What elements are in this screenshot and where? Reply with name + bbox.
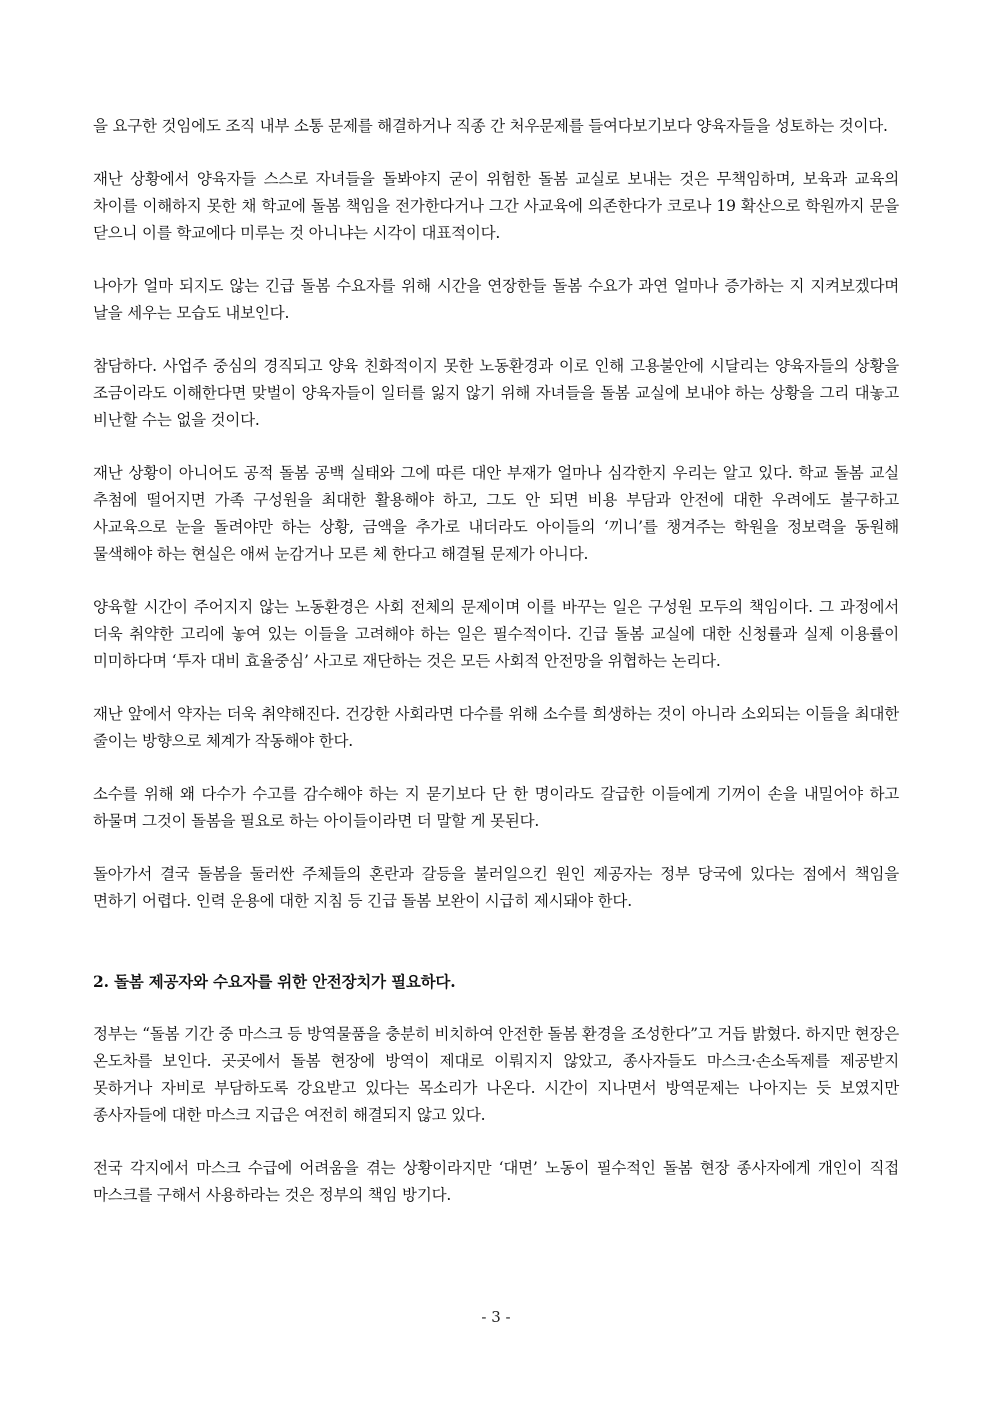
paragraph-gap: [93, 1129, 899, 1155]
paragraph-gap: [93, 434, 899, 460]
paragraph-gap: [93, 327, 899, 353]
paragraph-3: 나아가 얼마 되지도 않는 긴급 돌봄 수요자를 위해 시간을 연장한들 돌봄 수요가 과연 얼마나 증가하는 지 지켜보겠다며 날을 세우는 모습도 내보인다.: [93, 277, 899, 322]
document-body: [93, 113, 899, 1209]
section-paragraph-1: 정부는 “돌봄 기간 중 마스크 등 방역물품을 충분히 비치하여 안전한 돌봄 환경을 조성한다”고 거듭 밝혔다. 하지만 현장은 온도차를 보인다. 곳곳에서 돌봄 현장에 방역이 제대로 이뤄지지 않았고, 종사자들도 마스크·손소독제를 제공받지 못하거나 자비로 부담하도록 강요받고 있다는 목소리가 나온다. 시간이 지나면서 방역문제는 나아지는 듯 보였지만 종사자들에 대한 마스크 지급은 여전히 해결되지 않고 있다.: [93, 1025, 899, 1124]
paragraph-gap: [93, 835, 899, 861]
paragraph-gap: [93, 995, 899, 1021]
paragraph-6: 양육할 시간이 주어지지 않는 노동환경은 사회 전체의 문제이며 이를 바꾸는 일은 구성원 모두의 책임이다. 그 과정에서 더욱 취약한 고리에 놓여 있는 이들을 고려해야 하는 일은 필수적이다. 긴급 돌봄 교실에 대한 신청률과 실제 이용률이 미미하다며 ‘투자 대비 효율중심’ 사고로 재단하는 것은 모든 사회적 안전망을 위협하는 논리다.: [93, 598, 899, 670]
paragraph-4: 참담하다. 사업주 중심의 경직되고 양육 친화적이지 못한 노동환경과 이로 인해 고용불안에 시달리는 양육자들의 상황을 조금이라도 이해한다면 맞벌이 양육자들이 일터를 잃지 않기 위해 자녀들을 돌봄 교실에 보내야 하는 상황을 그리 대놓고 비난할 수는 없을 것이다.: [93, 357, 899, 429]
paragraph-2: 재난 상황에서 양육자들 스스로 자녀들을 돌봐야지 굳이 위험한 돌봄 교실로 보내는 것은 무책임하며, 보육과 교육의 차이를 이해하지 못한 채 학교에 돌봄 책임을 전가한다거나 그간 사교육에 의존한다가 코로나 19 확산으로 학원까지 문을 닫으니 이를 학교에다 미루는 것 아니냐는 시각이 대표적이다.: [93, 170, 899, 242]
paragraph-gap: [93, 675, 899, 701]
paragraph-8: 소수를 위해 왜 다수가 수고를 감수해야 하는 지 묻기보다 단 한 명이라도 갈급한 이들에게 기꺼이 손을 내밀어야 하고 하물며 그것이 돌봄을 필요로 하는 아이들이라면 더 말할 게 못된다.: [93, 785, 899, 830]
paragraph-gap: [93, 140, 899, 166]
paragraph-7: 재난 앞에서 약자는 더욱 취약해진다. 건강한 사회라면 다수를 위해 소수를 희생하는 것이 아니라 소외되는 이들을 최대한 줄이는 방향으로 체계가 작동해야 한다.: [93, 705, 899, 750]
page-number: - 3 -: [481, 1308, 511, 1326]
paragraph-9: 돌아가서 결국 돌봄을 둘러싼 주체들의 혼란과 갈등을 불러일으킨 원인 제공자는 정부 당국에 있다는 점에서 책임을 면하기 어렵다. 인력 운용에 대한 지침 등 긴급 돌봄 보완이 시급히 제시돼야 한다.: [93, 865, 899, 910]
paragraph-gap: [93, 755, 899, 781]
section-gap: [93, 915, 899, 968]
paragraph-gap: [93, 568, 899, 594]
paragraph-gap: [93, 247, 899, 273]
paragraph-1: 을 요구한 것임에도 조직 내부 소통 문제를 해결하거나 직종 간 처우문제를 들여다보기보다 양육자들을 성토하는 것이다.: [93, 117, 888, 135]
section-paragraph-2: 전국 각지에서 마스크 수급에 어려움을 겪는 상황이라지만 ‘대면’ 노동이 필수적인 돌봄 현장 종사자에게 개인이 직접 마스크를 구해서 사용하라는 것은 정부의 책임 방기다.: [93, 1159, 899, 1204]
paragraph-5: 재난 상황이 아니어도 공적 돌봄 공백 실태와 그에 따른 대안 부재가 얼마나 심각한지 우리는 알고 있다. 학교 돌봄 교실 추첨에 떨어지면 가족 구성원을 최대한 활용해야 하고, 그도 안 되면 비용 부담과 안전에 대한 우려에도 불구하고 사교육으로 눈을 돌려야만 하는 상황, 금액을 추가로 내더라도 아이들의 ‘끼니’를 챙겨주는 학원을 정보력을 동원해 물색해야 하는 현실은 애써 눈감거나 모른 체 한다고 해결될 문제가 아니다.: [93, 464, 899, 563]
section-heading: 2. 돌봄 제공자와 수요자를 위한 안전장치가 필요하다.: [93, 972, 456, 991]
